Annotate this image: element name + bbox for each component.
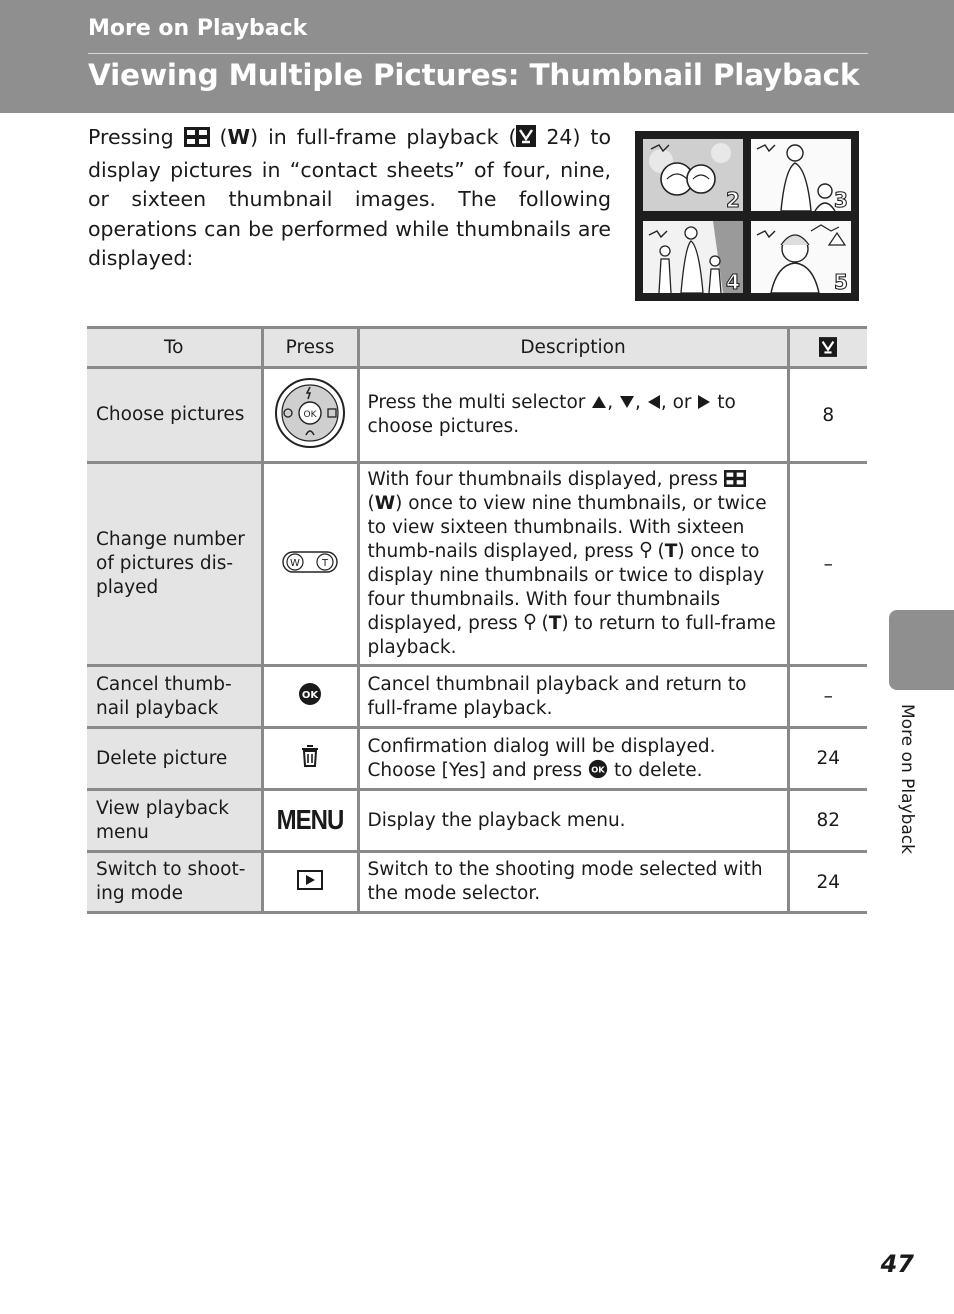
reference-icon xyxy=(516,125,536,156)
column-header-to: To xyxy=(87,328,262,368)
w-key-label: W xyxy=(227,125,251,149)
svg-text:OK: OK xyxy=(303,409,317,420)
zoom-icon xyxy=(640,541,652,559)
table-header-row xyxy=(87,328,867,368)
row-action: Choose pictures xyxy=(87,368,262,463)
row-page-ref: – xyxy=(788,463,867,666)
row-page-ref: 24 xyxy=(788,728,867,790)
row-action: Delete picture xyxy=(87,728,262,790)
svg-text:W: W xyxy=(290,557,300,569)
table-row xyxy=(87,852,867,913)
row-description: Cancel thumbnail playback and return to full-frame playback. xyxy=(358,666,788,728)
thumbnail-flowers xyxy=(643,139,743,211)
row-page-ref: 82 xyxy=(788,790,867,852)
w-key-label: W xyxy=(374,493,396,514)
chapter-tab-label: More on Playback xyxy=(897,704,917,854)
playback-button-icon xyxy=(262,852,358,913)
row-description: Display the playback menu. xyxy=(358,790,788,852)
operations-table xyxy=(87,326,867,914)
t-key-label: T xyxy=(664,541,678,562)
row-page-ref: 8 xyxy=(788,368,867,463)
table-row xyxy=(87,368,867,463)
table-row xyxy=(87,463,867,666)
row-page-ref: – xyxy=(788,666,867,728)
zoom-w-t-buttons-icon xyxy=(262,463,358,666)
thumbnail-number: 4 xyxy=(726,270,740,293)
thumbnail-family-tree xyxy=(643,221,743,293)
zoom-icon xyxy=(524,613,536,631)
thumbnail-playback-illustration xyxy=(635,131,859,301)
svg-text:OK: OK xyxy=(301,690,319,701)
thumbnail-number: 3 xyxy=(834,188,848,211)
down-arrow-icon xyxy=(619,395,635,409)
svg-text:OK: OK xyxy=(591,763,605,774)
intro-text-2: ( xyxy=(219,125,228,149)
thumbnail-number: 5 xyxy=(834,270,848,293)
menu-button-label: MENU xyxy=(262,790,358,852)
chapter-header xyxy=(0,0,954,113)
thumbnail-number: 2 xyxy=(726,188,740,211)
row-action: Switch to shoot-ing mode xyxy=(87,852,262,913)
row-action: View playback menu xyxy=(87,790,262,852)
ok-button-icon xyxy=(588,759,608,779)
column-header-reference-icon xyxy=(788,328,867,368)
thumbnail-portrait xyxy=(751,221,851,293)
row-description: Confirmation dialog will be displayed. Choose [Yes] and press OK to delete. xyxy=(358,728,788,790)
svg-text:T: T xyxy=(321,557,329,569)
intro-text-4: ) to display pictures in “contact sheets” of four, nine, or sixteen thumbnail images. The following operations can be performed while thumbnails are displayed: xyxy=(88,125,611,270)
column-header-description: Description xyxy=(358,328,788,368)
page-title: Viewing Multiple Pictures: Thumbnail Playback xyxy=(88,58,860,92)
right-arrow-icon xyxy=(697,394,711,410)
row-page-ref: 24 xyxy=(788,852,867,913)
ok-button-icon xyxy=(262,666,358,728)
intro-paragraph xyxy=(88,123,611,274)
row-description: With four thumbnails displayed, press (W) once to view nine thumbnails, or twice to view sixteen thumbnails. With sixteen thumb-nails displayed, press (T) once to display nine thumbnails or twice to display four thumbnails. With four thumbnails displayed, press (T) to return to full-frame playback. xyxy=(358,463,788,666)
t-key-label: T xyxy=(548,613,562,634)
row-action: Cancel thumb-nail playback xyxy=(87,666,262,728)
row-description: Switch to the shooting mode selected with the mode selector. xyxy=(358,852,788,913)
table-row xyxy=(87,790,867,852)
intro-page-ref: 24 xyxy=(546,125,573,149)
thumbnail-woman-child xyxy=(751,139,851,211)
row-description: Press the multi selector , , , or to choose pictures. xyxy=(358,368,788,463)
multi-selector-icon xyxy=(262,368,358,463)
left-arrow-icon xyxy=(647,394,661,410)
trash-icon xyxy=(262,728,358,790)
section-title: More on Playback xyxy=(88,16,308,41)
header-divider xyxy=(88,53,868,54)
page-number: 47 xyxy=(880,1250,914,1278)
chapter-tab xyxy=(889,610,954,690)
column-header-press: Press xyxy=(262,328,358,368)
row-action: Change number of pictures dis-played xyxy=(87,463,262,666)
up-arrow-icon xyxy=(591,395,607,409)
table-row xyxy=(87,728,867,790)
intro-text-1: Pressing xyxy=(88,125,174,149)
thumbnail-grid-icon xyxy=(184,126,210,156)
intro-text-3: ) in full-frame playback ( xyxy=(250,125,517,149)
thumbnail-grid-icon xyxy=(724,470,746,487)
table-row xyxy=(87,666,867,728)
